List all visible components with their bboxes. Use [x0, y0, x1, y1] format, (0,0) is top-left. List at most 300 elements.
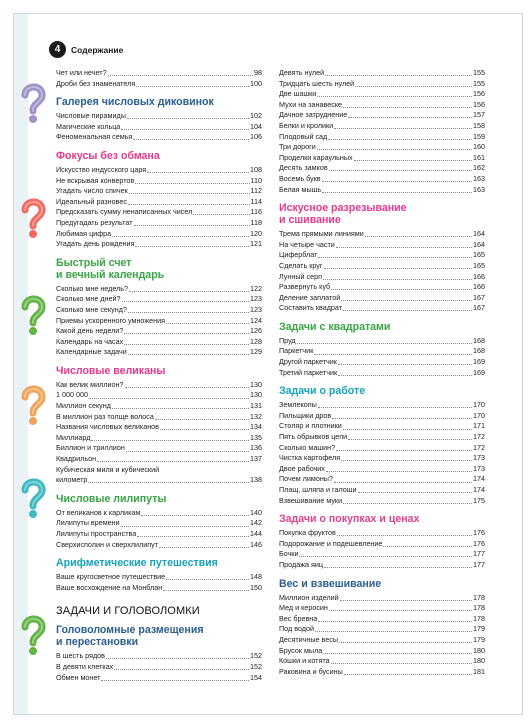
toc-entry[interactable] — [56, 508, 262, 519]
toc-entry[interactable] — [279, 453, 485, 464]
toc-entry-title: Восемь букв — [279, 173, 321, 183]
toc-entry-title: Кошки и котята — [279, 656, 330, 666]
toc-entry-page: 114 — [250, 196, 262, 206]
toc-entry-page: 171 — [473, 421, 485, 431]
toc-entry-title: Циферблат — [279, 250, 318, 260]
toc-entry-title: Другой паркетчик — [279, 357, 337, 367]
toc-entry[interactable] — [56, 433, 262, 444]
dot-leader — [336, 450, 472, 451]
toc-entry-title: Девять нулей — [279, 68, 325, 77]
toc-entry-title: Предсказать сумму ненаписанных чисел — [56, 207, 193, 217]
toc-entry-page: 121 — [250, 239, 262, 249]
toc-entry-title: Идеальный разновес — [56, 196, 127, 206]
toc-entry-title: Угадать день рождения — [56, 239, 135, 249]
dot-leader — [328, 139, 472, 140]
toc-entry-page: 102 — [250, 111, 262, 121]
toc-entry-title: В шесть рядов — [56, 651, 105, 661]
toc-entry-title: Землекопы — [279, 400, 317, 410]
toc-entry[interactable] — [279, 100, 485, 111]
toc-entry-page: 180 — [473, 645, 485, 655]
toc-right-column — [279, 68, 485, 677]
toc-entry[interactable] — [56, 122, 262, 133]
toc-entry[interactable] — [56, 316, 262, 327]
toc-entry-page: 177 — [473, 559, 485, 569]
toc-entry-title: В девяти клетках — [56, 661, 114, 671]
section-heading: Числовые лилипуты — [56, 492, 167, 505]
toc-entry-page: 154 — [250, 672, 262, 682]
toc-entry-title: Сколько мне секунд? — [56, 304, 127, 314]
toc-entry[interactable] — [279, 303, 485, 314]
dot-leader — [159, 547, 249, 548]
toc-entry-title: Деление заплатой — [279, 292, 341, 302]
toc-entry-title: Сделать круг — [279, 260, 323, 270]
toc-entry[interactable] — [56, 401, 262, 412]
toc-entry-page: 166 — [473, 282, 485, 292]
toc-entry[interactable] — [279, 110, 485, 121]
section-heading: Галерея числовых диковинок — [56, 96, 214, 109]
toc-entry-title: Лилипуты времени — [56, 518, 120, 528]
toc-entry-page: 146 — [250, 539, 262, 549]
question-mark-icon-orange — [16, 382, 50, 433]
dot-leader — [329, 170, 472, 171]
toc-entry-page: 136 — [250, 443, 262, 453]
toc-entry-page: 128 — [250, 336, 262, 346]
question-mark-icon-red — [16, 195, 50, 246]
dot-leader — [101, 680, 249, 681]
question-mark-icon-green-bottom — [16, 612, 50, 663]
toc-entry[interactable] — [279, 240, 485, 251]
toc-entry[interactable] — [279, 185, 485, 196]
toc-entry-page: 132 — [250, 411, 262, 421]
toc-entry-page: 135 — [250, 432, 262, 442]
toc-entry[interactable] — [279, 282, 485, 293]
toc-entry-page: 98 — [254, 68, 262, 77]
toc-entry[interactable] — [56, 673, 262, 684]
toc-entry-title: Миллиард — [56, 432, 91, 442]
toc-entry[interactable] — [279, 464, 485, 475]
toc-entry-page: 156 — [473, 89, 485, 99]
toc-entry-title: На четыре части — [279, 239, 335, 249]
toc-entry-title: Искусство индусского царя — [56, 164, 147, 174]
toc-entry[interactable] — [279, 614, 485, 625]
toc-entry[interactable] — [56, 68, 262, 79]
toc-entry-title: Десятичные весы — [279, 634, 339, 644]
dot-leader — [318, 407, 472, 408]
toc-entry-page: 158 — [473, 120, 485, 130]
toc-entry-title: Биллион и триллион — [56, 443, 125, 453]
section-heading: Искусное разрезывание и сшивание — [279, 202, 407, 227]
toc-entry-page: 165 — [473, 250, 485, 260]
toc-entry-title: В миллион раз толще волоса — [56, 411, 154, 421]
toc-entry-title: Чет или нечет? — [56, 68, 107, 77]
toc-entry[interactable] — [56, 662, 262, 673]
dot-leader — [314, 354, 472, 355]
toc-entry[interactable] — [56, 572, 262, 583]
toc-entry-title: Мед и керосин — [279, 603, 328, 613]
dot-leader — [129, 291, 249, 292]
toc-entry-page: 168 — [473, 346, 485, 356]
toc-entry-page: 179 — [473, 634, 485, 644]
toc-entry[interactable] — [279, 656, 485, 667]
toc-entry-page: 116 — [250, 207, 262, 217]
toc-entry-title: Две шашки — [279, 89, 317, 99]
toc-entry-title: Сколько мне недель? — [56, 283, 129, 293]
toc-entry-title: Предугадать результат — [56, 217, 133, 227]
toc-entry[interactable] — [279, 346, 485, 357]
toc-entry-page: 130 — [250, 390, 262, 400]
dot-leader — [337, 535, 472, 536]
toc-entry[interactable] — [56, 218, 262, 229]
toc-entry-page: 104 — [250, 121, 262, 131]
toc-entry-page: 122 — [250, 283, 262, 293]
dot-leader — [133, 139, 249, 140]
dot-leader — [124, 344, 249, 345]
toc-entry[interactable] — [56, 284, 262, 295]
toc-entry-page: 150 — [250, 582, 262, 592]
toc-entry-page: 174 — [473, 485, 485, 494]
toc-entry-page: 159 — [473, 131, 485, 141]
toc-entry-line[interactable] — [56, 465, 262, 476]
toc-entry-title: Раковина и бусины — [279, 666, 343, 676]
dot-leader — [297, 343, 472, 344]
dot-leader — [121, 129, 249, 130]
toc-entry-page: 165 — [473, 260, 485, 270]
toc-entry[interactable] — [56, 454, 262, 465]
dot-leader — [166, 323, 249, 324]
toc-entry[interactable] — [279, 174, 485, 185]
section-heading: Задачи о работе — [279, 385, 366, 398]
toc-entry[interactable] — [279, 89, 485, 100]
toc-entry[interactable] — [56, 347, 262, 358]
toc-entry-title: Паркетчик — [279, 346, 314, 356]
toc-entry-page: 169 — [473, 367, 485, 377]
toc-entry[interactable] — [56, 111, 262, 122]
toc-entry-title: Третий паркетчик — [279, 367, 338, 377]
toc-entry-title: Пруд — [279, 335, 296, 345]
dot-leader — [112, 236, 249, 237]
dot-leader — [322, 181, 472, 182]
toc-entry-title: Столяр и плотники — [279, 421, 342, 431]
toc-entry[interactable] — [279, 142, 485, 153]
toc-entry[interactable] — [279, 539, 485, 550]
toc-entry-title: Белки и кролики — [279, 120, 334, 130]
toc-entry[interactable] — [279, 132, 485, 143]
dot-leader — [331, 289, 472, 290]
dot-leader — [128, 204, 250, 205]
section-heading: Задачи с квадратами — [279, 320, 391, 333]
toc-entry-title: Белая мышь — [279, 184, 322, 194]
toc-entry[interactable] — [56, 239, 262, 250]
toc-entry-page: 140 — [250, 507, 262, 517]
toc-entry-title: Обмен монет — [56, 672, 101, 682]
dot-leader — [126, 451, 249, 452]
toc-entry-page: 174 — [473, 474, 485, 484]
toc-entry[interactable] — [279, 667, 485, 678]
dot-leader — [355, 86, 472, 87]
toc-entry-title: Лилипуты пространства — [56, 529, 137, 538]
toc-entry-title: Составить квадрат — [279, 303, 343, 313]
toc-entry[interactable] — [56, 412, 262, 423]
dot-leader — [343, 107, 472, 108]
toc-entry[interactable] — [279, 603, 485, 614]
toc-entry-title: Магические кольца — [56, 121, 121, 131]
toc-entry[interactable] — [56, 443, 262, 454]
toc-entry-title: Сколько мне дней? — [56, 294, 121, 304]
toc-entry-title: Бочки — [279, 549, 299, 559]
dot-leader — [365, 236, 472, 237]
toc-entry-page: 178 — [473, 613, 485, 623]
toc-entry[interactable] — [56, 197, 262, 208]
toc-entry[interactable] — [56, 475, 262, 486]
toc-entry[interactable] — [56, 337, 262, 348]
section-heading: Арифметические путешествия — [56, 557, 218, 570]
page-title: Содержание — [71, 45, 124, 55]
toc-entry[interactable] — [279, 646, 485, 657]
dot-leader — [358, 492, 472, 493]
toc-entry-title-cont: километр — [56, 475, 88, 485]
toc-entry[interactable] — [56, 390, 262, 401]
toc-entry-title: Ваше восхождение на Монблан — [56, 582, 163, 592]
dot-leader — [299, 556, 472, 557]
toc-entry[interactable] — [56, 380, 262, 391]
section-heading: Быстрый счет и вечный календарь — [56, 256, 165, 281]
dot-leader — [338, 375, 472, 376]
toc-entry-page: 106 — [250, 132, 262, 142]
toc-entry-page: 142 — [250, 518, 262, 528]
toc-entry-title: Плодовый сад — [279, 131, 328, 141]
question-mark-icon-green — [16, 292, 50, 343]
dot-leader — [336, 247, 472, 248]
toc-entry-title: Календарь на часах — [56, 336, 124, 346]
toc-entry-page: 108 — [250, 164, 262, 174]
toc-entry-page: 179 — [473, 624, 485, 634]
dot-leader — [129, 193, 250, 194]
dot-leader — [124, 333, 249, 334]
toc-entry[interactable] — [56, 176, 262, 187]
toc-entry-page: 130 — [250, 379, 262, 389]
dot-leader — [341, 300, 472, 301]
toc-entry[interactable] — [279, 229, 485, 240]
toc-entry[interactable] — [279, 357, 485, 368]
toc-entry[interactable] — [279, 272, 485, 283]
dot-leader — [354, 160, 472, 161]
dot-leader — [136, 86, 249, 87]
toc-entry-title: Миллион секунд — [56, 401, 111, 411]
toc-entry[interactable] — [56, 229, 262, 240]
dot-leader — [324, 567, 472, 568]
toc-entry-title: Пять обрывков цепи — [279, 432, 348, 442]
toc-entry-page: 163 — [473, 184, 485, 194]
toc-entry-title: Кубическая миля и кубический — [56, 464, 160, 474]
dot-leader — [128, 354, 249, 355]
dot-leader — [323, 279, 472, 280]
toc-entry-title: Проделки караульных — [279, 152, 353, 162]
toc-entry-page: 164 — [473, 229, 485, 239]
toc-entry-page: 176 — [473, 528, 485, 538]
toc-entry[interactable] — [279, 549, 485, 560]
toc-entry[interactable] — [279, 443, 485, 454]
dot-leader — [338, 364, 472, 365]
dot-leader — [166, 579, 249, 580]
toc-entry[interactable] — [279, 336, 485, 347]
toc-entry[interactable] — [279, 293, 485, 304]
toc-entry[interactable] — [279, 528, 485, 539]
question-mark-icon-teal — [16, 475, 50, 526]
toc-entry-title: Взвешивание муки — [279, 495, 343, 505]
toc-entry[interactable] — [56, 518, 262, 529]
toc-entry-page: 172 — [473, 442, 485, 452]
toc-entry-title: Трема прямыми линиями — [279, 229, 364, 239]
toc-entry-title: Развернуть куб — [279, 282, 331, 292]
toc-entry[interactable] — [279, 432, 485, 443]
toc-entry-page: 177 — [473, 549, 485, 559]
toc-left-column — [56, 68, 262, 683]
dot-leader — [114, 669, 249, 670]
section-heading: Числовые великаны — [56, 364, 166, 377]
toc-entry-page: 123 — [250, 294, 262, 304]
toc-entry[interactable] — [279, 400, 485, 411]
dot-leader — [88, 482, 249, 483]
section-heading: Вес и взвешивание — [279, 577, 382, 590]
toc-entry[interactable] — [56, 529, 262, 540]
toc-entry[interactable] — [279, 485, 485, 496]
toc-entry-page: 148 — [250, 572, 262, 582]
toc-entry-page: 155 — [473, 78, 485, 88]
toc-entry[interactable] — [56, 651, 262, 662]
dot-leader — [128, 312, 249, 313]
dot-leader — [318, 257, 472, 258]
toc-entry-title: Чистка картофеля — [279, 453, 341, 463]
toc-entry-title: Квадрильон — [56, 454, 97, 464]
toc-entry-title: Вес бревна — [279, 613, 318, 623]
toc-entry-title: Десять замков — [279, 163, 328, 173]
toc-entry-page: 152 — [250, 651, 262, 661]
toc-entry-page: 161 — [473, 152, 485, 162]
toc-entry-title: Дачное затруднение — [279, 110, 348, 120]
dot-leader — [135, 246, 249, 247]
dot-leader — [322, 192, 472, 193]
dot-leader — [89, 398, 249, 399]
toc-entry-title: Числовые пирамиды — [56, 111, 126, 121]
toc-entry[interactable] — [56, 326, 262, 337]
dot-leader — [106, 658, 249, 659]
dot-leader — [348, 439, 472, 440]
toc-entry[interactable] — [56, 207, 262, 218]
toc-entry[interactable] — [56, 422, 262, 433]
toc-entry-title: Приемы ускоренного умножения — [56, 315, 166, 325]
dot-leader — [315, 631, 472, 632]
toc-entry-title: Как велик миллион? — [56, 379, 124, 389]
toc-entry[interactable] — [279, 121, 485, 132]
dot-leader — [122, 301, 250, 302]
toc-entry[interactable] — [279, 593, 485, 604]
toc-entry-page: 144 — [250, 529, 262, 538]
toc-entry-title: Почем лимоны? — [279, 474, 333, 484]
dot-leader — [137, 536, 249, 537]
toc-entry[interactable] — [279, 368, 485, 379]
toc-entry[interactable] — [279, 624, 485, 635]
toc-entry[interactable] — [279, 474, 485, 485]
toc-entry[interactable] — [279, 411, 485, 422]
toc-entry[interactable] — [279, 421, 485, 432]
toc-entry[interactable] — [279, 68, 485, 79]
dot-leader — [341, 460, 472, 461]
toc-entry-page: 172 — [473, 432, 485, 442]
toc-entry[interactable] — [279, 250, 485, 261]
dot-leader — [383, 546, 472, 547]
dot-leader — [343, 503, 472, 504]
dot-leader — [160, 429, 249, 430]
toc-entry-page: 131 — [250, 401, 262, 411]
dot-leader — [125, 387, 250, 388]
toc-entry[interactable] — [279, 163, 485, 174]
toc-entry-page: 160 — [473, 142, 485, 152]
toc-entry-page: 170 — [473, 400, 485, 410]
toc-entry-title: Пильщики дров — [279, 410, 332, 420]
toc-entry-page: 167 — [473, 303, 485, 313]
toc-entry-page: 170 — [473, 410, 485, 420]
toc-entry-page: 137 — [250, 454, 262, 464]
dot-leader — [134, 225, 250, 226]
toc-entry-title: Сколько машин? — [279, 442, 336, 452]
dot-leader — [147, 172, 249, 173]
toc-entry[interactable] — [279, 153, 485, 164]
toc-entry[interactable] — [279, 79, 485, 90]
toc-entry-title: Подорожание и подешевление — [279, 538, 383, 548]
toc-entry-title: Ваше кругосветное путешествие — [56, 572, 166, 582]
toc-entry[interactable] — [56, 165, 262, 176]
toc-entry[interactable] — [279, 261, 485, 272]
toc-entry[interactable] — [56, 305, 262, 316]
dot-leader — [91, 440, 249, 441]
dot-leader — [332, 418, 472, 419]
toc-entry[interactable] — [56, 583, 262, 594]
toc-entry-page: 181 — [473, 666, 485, 676]
toc-entry[interactable] — [56, 186, 262, 197]
toc-entry[interactable] — [279, 496, 485, 507]
dot-leader — [329, 610, 472, 611]
dot-leader — [339, 642, 472, 643]
dot-leader — [343, 310, 472, 311]
toc-entry-title: Двое рабочих — [279, 463, 325, 473]
toc-entry[interactable] — [56, 132, 262, 143]
toc-entry-page: 178 — [473, 603, 485, 613]
toc-entry-title: Покупка фруктов — [279, 528, 336, 538]
toc-entry-page: 168 — [473, 335, 485, 345]
dot-leader — [334, 128, 472, 129]
toc-entry-page: 180 — [473, 656, 485, 666]
dot-leader — [193, 214, 249, 215]
question-mark-icon-purple — [16, 80, 50, 131]
toc-entry[interactable] — [279, 635, 485, 646]
section-heading: Головоломные размещения и перестановки — [56, 624, 204, 649]
toc-entry[interactable] — [56, 540, 262, 551]
toc-entry[interactable] — [279, 560, 485, 571]
toc-entry-page: 157 — [473, 110, 485, 120]
toc-entry-page: 123 — [250, 304, 262, 314]
dot-leader — [112, 408, 249, 409]
dot-leader — [163, 590, 249, 591]
toc-entry[interactable] — [56, 79, 262, 90]
toc-entry-page: 152 — [250, 661, 262, 671]
dot-leader — [323, 653, 472, 654]
page-number-badge: 4 — [49, 41, 66, 58]
toc-entry-title: 1 000 000 — [56, 390, 88, 400]
toc-entry-page: 134 — [250, 422, 262, 432]
toc-entry[interactable] — [56, 294, 262, 305]
toc-entry-title: Любимая цифра — [56, 228, 112, 238]
dot-leader — [121, 526, 249, 527]
